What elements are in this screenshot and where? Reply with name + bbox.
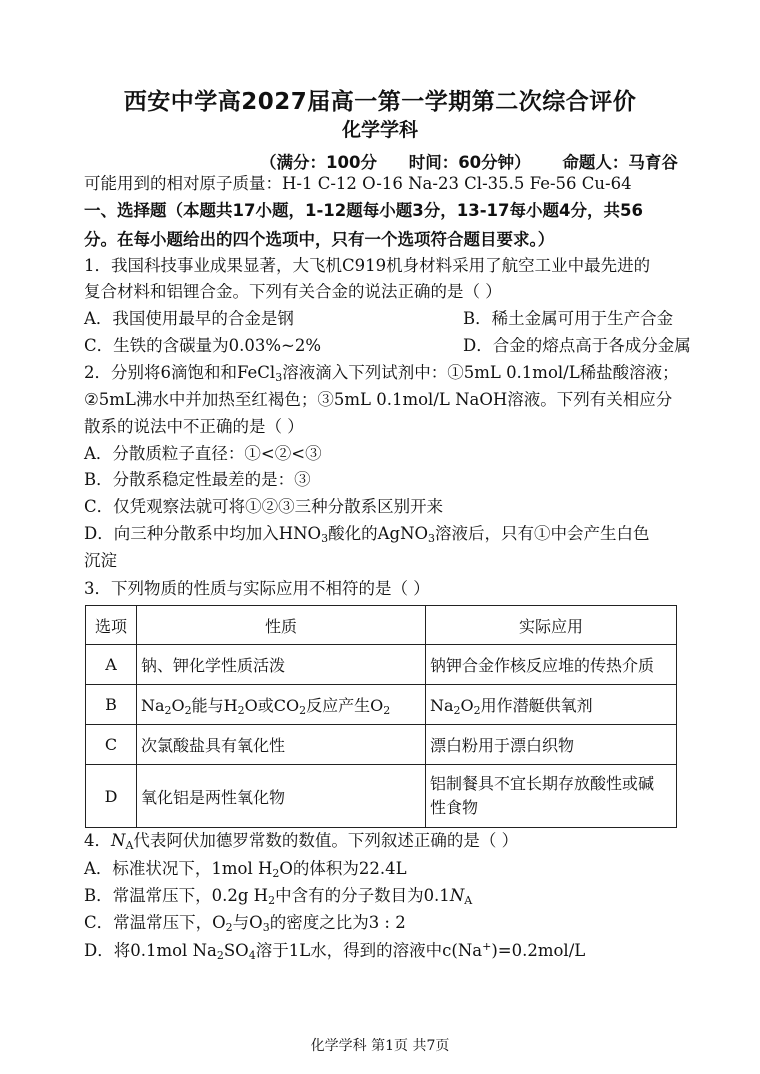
q3-stem: 3．下列物质的性质与实际应用不相符的是（ ） xyxy=(84,579,430,598)
row-option: C xyxy=(86,725,137,765)
full-score: （满分：100分 xyxy=(260,153,377,172)
q2-option-c: C．仅凭观察法就可将①②③三种分散系区别开来 xyxy=(84,497,444,516)
q2-stem-line1: 2．分别将6滴饱和和FeCl$_3$溶液滴入下列试剂中：①5mL 0.1mol/L稀盐酸溶液； xyxy=(84,363,679,384)
exam-title: 西安中学高2027届高一第一学期第二次综合评价 xyxy=(123,89,637,115)
q2-option-d: D．向三种分散系中均加入$HNO_3$酸化的AgNO$_3$溶液后，只有①中会产生白色 xyxy=(84,524,650,545)
q1-options-row1 xyxy=(84,308,674,330)
page-footer: 化学学科 第1页 共7页 xyxy=(310,1038,450,1054)
row-application: 漂白粉用于漂白织物 xyxy=(426,725,677,765)
q4-option-a: A．标准状况下，1mol $H_2O$的体积为22.4L xyxy=(84,859,407,880)
q1-option-b: B．稀土金属可用于生产合金 xyxy=(463,309,674,328)
q1-option-a: A．我国使用最早的合金是钢 xyxy=(84,309,294,328)
q4-stem: 4．$N_A$代表阿伏加德罗常数的数值。下列叙述正确的是（ ） xyxy=(84,831,519,852)
table-header-row xyxy=(86,606,677,645)
row-property: 氧化铝是两性氧化物 xyxy=(137,765,426,828)
q4-option-b: B．常温常压下，0.2g $H_2$中含有的分子数目为$0.1N_A$ xyxy=(84,886,473,907)
q2-stem-line2: ②5mL沸水中并加热至红褐色；③5mL 0.1mol/L NaOH溶液。下列有关相应分 xyxy=(84,390,673,409)
row-option: D xyxy=(86,765,137,828)
table-row xyxy=(86,685,677,725)
row-application: $Na_2O_2$用作潜艇供氧剂 xyxy=(426,685,677,725)
q1-options-row2 xyxy=(84,335,691,357)
q2-option-d-line2: 沉淀 xyxy=(84,551,117,570)
exam-author: 命题人：马育谷 xyxy=(562,153,678,172)
section-heading-line2: 分。在每小题给出的四个选项中，只有一个选项符合题目要求。） xyxy=(84,230,555,249)
row-property: 钠、钾化学性质活泼 xyxy=(137,645,426,685)
q4-option-c: C．常温常压下，$O_2$与$O_3$的密度之比为3 : 2 xyxy=(84,913,406,934)
q4-option-d: D．将0.1mol $Na_2SO_4$溶于1L水，得到的溶液中c(Na+)=0.2mol/L xyxy=(84,940,586,962)
q1-stem-line1: 1．我国科技事业成果显著，大飞机C919机身材料采用了航空工业中最先进的 xyxy=(84,256,651,275)
section-heading-line1: 一、选择题（本题共17小题，1-12题每小题3分，13-17每小题4分，共56 xyxy=(84,201,643,220)
row-application: 钠钾合金作核反应堆的传热介质 xyxy=(426,645,677,685)
exam-meta xyxy=(260,149,704,173)
q2-option-b: B．分散系稳定性最差的是：③ xyxy=(84,470,311,489)
row-property: $Na_2O_2$能与$H_2O$或$CO_2$反应产生$O_2$ xyxy=(137,685,426,725)
table-row xyxy=(86,765,677,828)
row-application: 铝制餐具不宜长期存放酸性或碱 性食物 xyxy=(426,765,677,828)
exam-time: 时间：60分钟） xyxy=(408,153,531,172)
q1-option-c: C．生铁的含碳量为0.03%~2% xyxy=(84,336,322,355)
row-option: B xyxy=(86,685,137,725)
table-row xyxy=(86,725,677,765)
atomic-masses: 可能用到的相对原子质量：H-1 C-12 O-16 Na-23 Cl-35.5 Fe-56 Cu-64 xyxy=(84,174,632,193)
row-property: 次氯酸盐具有氧化性 xyxy=(137,725,426,765)
exam-subject: 化学学科 xyxy=(341,119,418,141)
q2-stem-line3: 散系的说法中不正确的是（ ） xyxy=(84,417,304,436)
q2-option-a: A．分散质粒子直径：①<②<③ xyxy=(84,444,322,463)
q3-table xyxy=(85,605,677,828)
q1-stem-line2: 复合材料和铝锂合金。下列有关合金的说法正确的是（ ） xyxy=(84,282,502,301)
row-option: A xyxy=(86,645,137,685)
q1-option-d: D．合金的熔点高于各成分金属 xyxy=(463,336,691,355)
table-row xyxy=(86,645,677,685)
header-property: 性质 xyxy=(137,606,426,645)
header-application: 实际应用 xyxy=(426,606,677,645)
header-option: 选项 xyxy=(86,606,137,645)
